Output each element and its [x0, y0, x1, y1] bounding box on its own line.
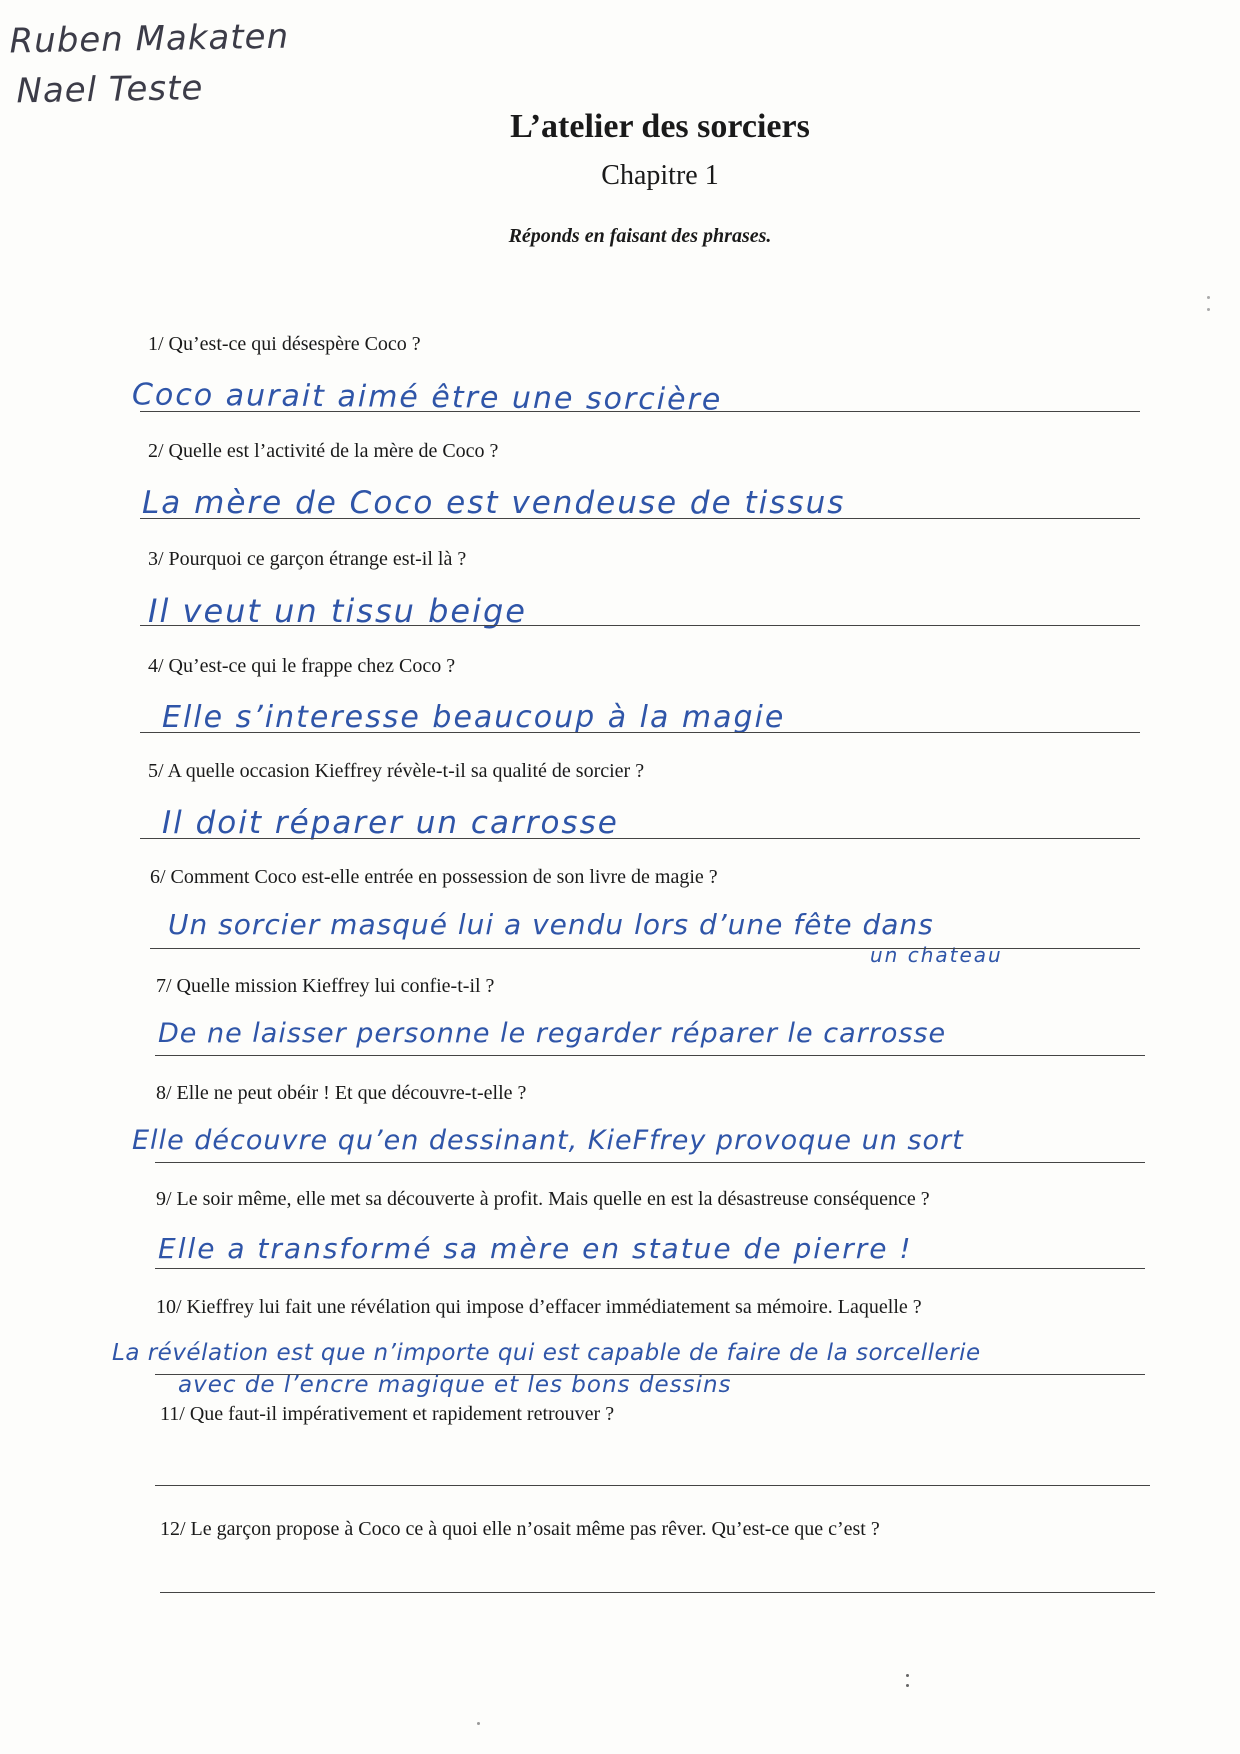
answer-line-1	[140, 411, 1140, 412]
answer-10-continued: avec de l’encre magique et les bons dessins	[178, 1372, 732, 1398]
answer-6: Un sorcier masqué lui a vendu lors d’une fête dans	[168, 908, 934, 941]
answer-line-10	[155, 1374, 1145, 1375]
handwritten-names	[9, 12, 290, 117]
question-7: 7/ Quelle mission Kieffrey lui confie-t-il ?	[156, 975, 495, 997]
answer-line-2	[140, 518, 1140, 519]
worksheet-title: L’atelier des sorciers	[510, 108, 810, 145]
answer-line-9	[155, 1268, 1145, 1269]
question-3: 3/ Pourquoi ce garçon étrange est-il là ?	[148, 548, 467, 570]
answer-line-5	[140, 838, 1140, 839]
answer-7: De ne laisser personne le regarder réparer le carrosse	[158, 1018, 947, 1049]
answer-6-continued: un chateau	[870, 943, 1003, 967]
student-name-2: Nael Teste	[16, 68, 204, 112]
answer-2: La mère de Coco est vendeuse de tissus	[142, 485, 846, 521]
question-1: 1/ Qu’est-ce qui désespère Coco ?	[148, 333, 421, 355]
answer-9: Elle a transformé sa mère en statue de pierre !	[158, 1232, 913, 1265]
chapter-heading: Chapitre 1	[601, 160, 719, 191]
answer-line-12	[160, 1592, 1155, 1593]
scan-speck	[1207, 296, 1210, 299]
question-9: 9/ Le soir même, elle met sa découverte à profit. Mais quelle en est la désastreuse conséquence ?	[156, 1188, 930, 1210]
answer-line-4	[140, 732, 1140, 733]
scan-speck	[477, 1722, 480, 1725]
question-2: 2/ Quelle est l’activité de la mère de Coco ?	[148, 440, 499, 462]
scan-speck	[1207, 308, 1210, 311]
question-10: 10/ Kieffrey lui fait une révélation qui impose d’effacer immédiatement sa mémoire. Laquelle ?	[156, 1296, 922, 1318]
answer-line-7	[155, 1055, 1145, 1056]
answer-8: Elle découvre qu’en dessinant, KieFfrey provoque un sort	[132, 1125, 964, 1156]
question-6: 6/ Comment Coco est-elle entrée en possession de son livre de magie ?	[150, 866, 718, 888]
answer-line-3	[140, 625, 1140, 626]
answer-5: Il doit réparer un carrosse	[162, 805, 619, 841]
answer-10: La révélation est que n’importe qui est capable de faire de la sorcellerie	[112, 1340, 981, 1366]
answer-line-8	[155, 1162, 1145, 1163]
answer-3: Il veut un tissu beige	[148, 592, 527, 630]
scan-speck	[906, 1684, 909, 1687]
answer-4: Elle s’interesse beaucoup à la magie	[162, 700, 786, 735]
scan-speck	[906, 1674, 909, 1677]
question-5: 5/ A quelle occasion Kieffrey révèle-t-il sa qualité de sorcier ?	[148, 760, 645, 782]
question-12: 12/ Le garçon propose à Coco ce à quoi elle n’osait même pas rêver. Qu’est-ce que c’est ?	[160, 1518, 880, 1540]
question-4: 4/ Qu’est-ce qui le frappe chez Coco ?	[148, 655, 456, 677]
answer-line-11	[155, 1485, 1150, 1486]
answer-1: Coco aurait aimé être une sorcière	[131, 377, 723, 418]
student-name-1: Ruben Makaten	[9, 16, 290, 62]
answer-line-6	[150, 948, 1140, 949]
question-11: 11/ Que faut-il impérativement et rapidement retrouver ?	[160, 1403, 615, 1425]
question-8: 8/ Elle ne peut obéir ! Et que découvre-t-elle ?	[156, 1082, 527, 1104]
instruction-text: Réponds en faisant des phrases.	[508, 225, 772, 247]
